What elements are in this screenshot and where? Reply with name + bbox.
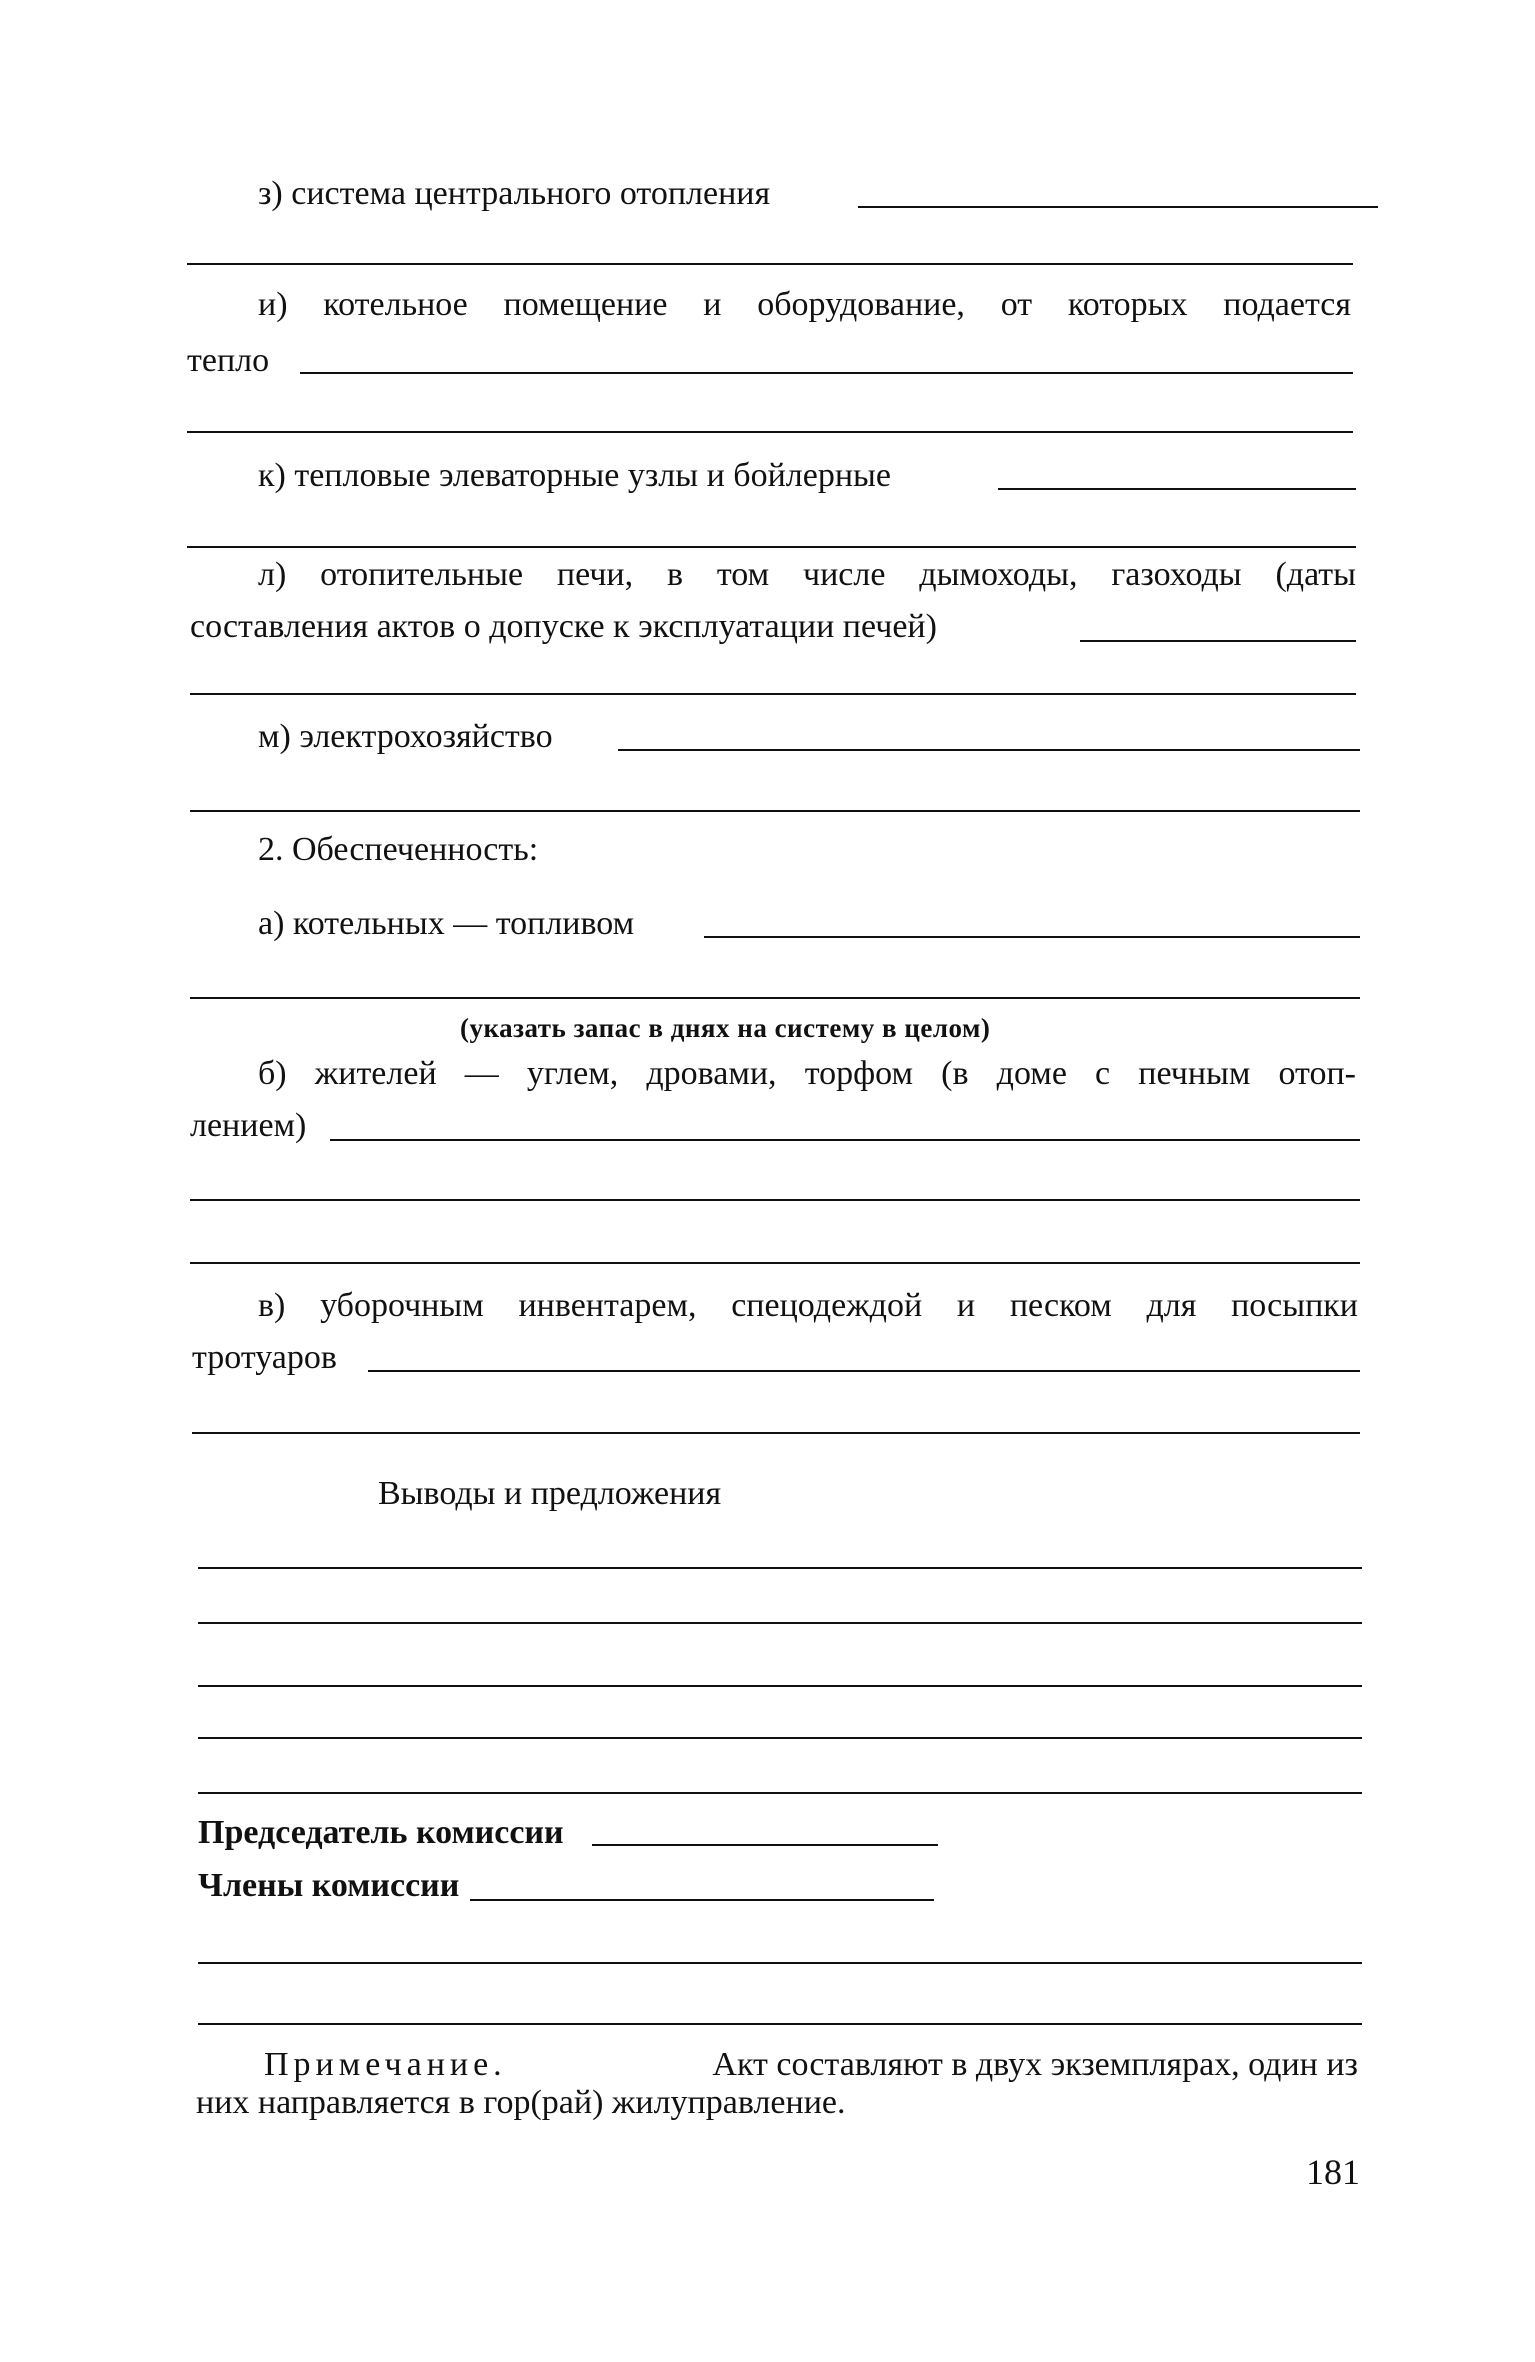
members-label: Члены комиссии [198, 1867, 460, 1904]
supply-v-extra-line[interactable] [192, 1432, 1360, 1434]
section-z-extra-line[interactable] [187, 263, 1353, 265]
conclusions-line-3[interactable] [198, 1685, 1362, 1687]
section-k-extra-line[interactable] [187, 546, 1356, 548]
section-z-label: з) система центрального отопления [258, 175, 771, 212]
section-m-label: м) электрохозяйство [258, 718, 553, 755]
section-i-extra-line[interactable] [187, 431, 1353, 433]
conclusions-line-1[interactable] [198, 1567, 1362, 1569]
conclusions-heading: Выводы и предложения [378, 1475, 722, 1512]
section-m-fill-line[interactable] [618, 749, 1360, 751]
note-label: Примечание. [264, 2046, 507, 2083]
note-line1-text: Акт составляют в двух экземплярах, один из [712, 2046, 1358, 2083]
section-i-line1: и) котельное помещение и оборудование, от которых подается [258, 286, 1351, 323]
supply-b-fill-line[interactable] [330, 1139, 1360, 1141]
supply-b-extra-line-1[interactable] [190, 1199, 1360, 1201]
section-l-fill-line[interactable] [1080, 640, 1356, 642]
members-extra-line-1[interactable] [198, 1962, 1362, 1964]
conclusions-line-4[interactable] [198, 1737, 1362, 1739]
section-i-fill-line[interactable] [300, 372, 1353, 374]
members-signature-line[interactable] [470, 1899, 934, 1901]
section-l-extra-line[interactable] [190, 693, 1356, 695]
conclusions-line-2[interactable] [198, 1622, 1362, 1624]
members-extra-line-2[interactable] [198, 2023, 1362, 2025]
note-line2: них направляется в гор(рай) жилуправление. [196, 2084, 846, 2121]
supply-v-line2: тротуаров [192, 1339, 337, 1376]
conclusions-line-5[interactable] [198, 1792, 1362, 1794]
supply-v-fill-line[interactable] [368, 1370, 1360, 1372]
supply-b-line1: б) жителей — углем, дровами, торфом (в доме с печным отоп- [258, 1055, 1356, 1092]
section-k-fill-line[interactable] [998, 488, 1356, 490]
page-number: 181 [1306, 2152, 1360, 2192]
note-line1 [264, 2045, 1358, 2085]
chairman-signature-line[interactable] [592, 1844, 938, 1846]
section-i-line2: тепло [187, 342, 270, 379]
supply-b-line2: лением) [190, 1107, 307, 1144]
chairman-label: Председатель комиссии [198, 1814, 564, 1851]
supply-v-line1: в) уборочным инвентарем, спецодеждой и песком для посыпки [258, 1287, 1358, 1324]
supply-a-caption: (указать запас в днях на систему в целом) [460, 1013, 991, 1043]
section-l-line2: составления актов о допуске к эксплуатации печей) [190, 608, 937, 645]
section-m-extra-line[interactable] [190, 810, 1360, 812]
supply-a-label: а) котельных — топливом [258, 905, 635, 942]
supply-a-fill-line[interactable] [704, 936, 1360, 938]
supply-a-extra-line[interactable] [190, 997, 1360, 999]
section-l-line1: л) отопительные печи, в том числе дымоходы, газоходы (даты [258, 556, 1356, 593]
section-k-label: к) тепловые элеваторные узлы и бойлерные [258, 457, 891, 494]
supply-b-extra-line-2[interactable] [190, 1262, 1360, 1264]
supply-heading: 2. Обеспеченность: [258, 831, 539, 868]
section-z-fill-line[interactable] [858, 206, 1378, 208]
